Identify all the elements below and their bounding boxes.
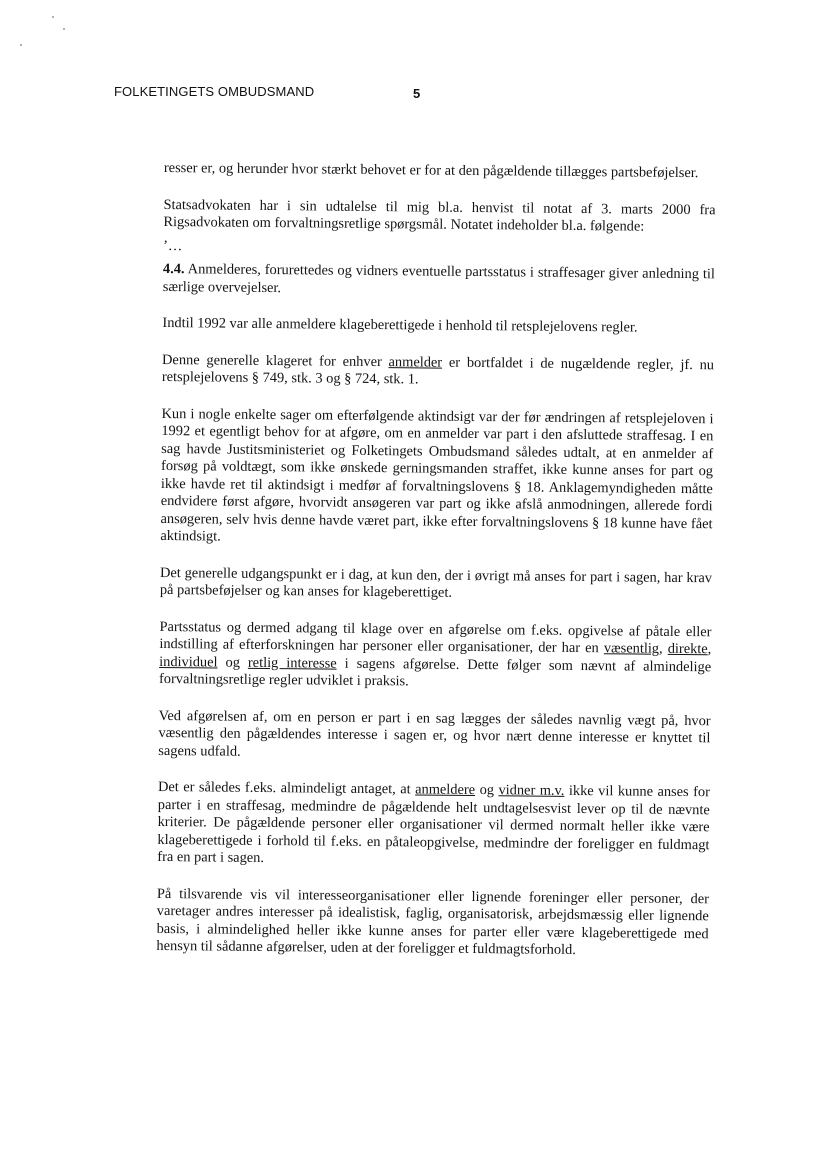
paragraph-text: og bbox=[475, 782, 499, 799]
page-number: 5 bbox=[413, 86, 421, 101]
paragraph-text: er bortfaldet i de nugældende regler, jf. nu retsplejelovens § 749, stk. 3 og § 724, stk. 1. bbox=[161, 354, 715, 388]
paragraph-text: , bbox=[658, 640, 668, 657]
paragraph-text: ikke vil kunne anses for parter i en straffesag, medmindre de pågældende helt undtagelsesvist lever op til de nævnte kriterier. De pågældende personer eller organisationer vil dermed normalt heller ikke være klageberettigede i forhold til f.eks. en påtaleopgivelse, medmindre der foreligger en fuldmagt fra en part i sagen. bbox=[157, 782, 711, 866]
paragraph-text: Det er således f.eks. almindeligt antaget, at bbox=[157, 778, 416, 798]
paragraph: resser er, og herunder hvor stærkt behovet er for at den pågældende tillægges partsbeføjelser. bbox=[163, 160, 699, 182]
paragraph: Det generelle udgangspunkt er i dag, at kun den, der i øvrigt må anses for part i sagen, har krav på partsbeføjelser og kan anses for klageberettiget. bbox=[159, 564, 713, 601]
paragraph bbox=[162, 351, 714, 391]
quote-open: ’… bbox=[163, 237, 183, 254]
paragraph bbox=[163, 261, 715, 301]
paragraph: Kun i nogle enkelte sager om efterfølgende aktindsigt var der før ændringen af retsplejeloven i 1992 et egentligt behov for at afgøre, om en anmelder var part i den afsluttede straffesag. I en sag havde Justitsministeriet og Folketingets Ombudsmand således udtalt, at en anmelder af forsøg på voldtægt, som ikke ønskede gerningsmanden straffet, ikke kunne anses for part og ikke havde ret til aktindsigt i medfør af forvaltningslovens § 18. Anklagemyndigheden måtte endvidere først afgøre, hvorvidt ansøgeren var part og ikke afslå anmodningen, allerede fordi ansøgeren, selv hvis denne havde været part, ikke efter forvaltningslovens § 18 kunne have fået aktindsigt. bbox=[160, 405, 714, 545]
underlined-term: anmeldere bbox=[415, 781, 476, 799]
section-number: 4.4. bbox=[162, 260, 185, 278]
paragraph bbox=[157, 779, 710, 872]
paragraph-text: , bbox=[707, 641, 712, 658]
paragraph-text: Denne generelle klageret for enhver bbox=[162, 351, 389, 370]
paragraph: Ved afgørelsen af, om en person er part i en sag lægges der således navnlig vægt på, hvor væsentlig den pågældendes interesse i sagen er, og hvor nært denne interesse er knyttet til sagens udfald. bbox=[158, 707, 711, 760]
paragraph: Indtil 1992 var alle anmeldere klageberettigede i henhold til retsplejelovens regler. bbox=[162, 314, 638, 336]
body-text bbox=[156, 160, 716, 980]
paragraph-text: Partsstatus og dermed adgang til klage over en afgørelse om f.eks. opgivelse af påtale eller indstilling af efterforskningen har personer eller organisationer, der har en bbox=[159, 618, 712, 657]
underlined-term: individuel bbox=[159, 653, 218, 671]
scan-speck bbox=[52, 16, 54, 18]
paragraph-text: i sagens afgørelse. Dette følger som nævnt af almindelige forvaltningsretlige regler udviklet i praksis. bbox=[158, 655, 712, 690]
underlined-term: anmelder bbox=[388, 353, 443, 371]
underlined-term: væsentlig bbox=[603, 640, 660, 657]
underlined-term: retlig interesse bbox=[247, 654, 337, 672]
running-header: FOLKETINGETS OMBUDSMAND bbox=[114, 84, 315, 99]
paragraph bbox=[159, 618, 712, 693]
paragraph-text: og bbox=[217, 654, 249, 671]
underlined-term: vidner m.v. bbox=[498, 782, 565, 799]
paragraph-text: Anmelderes, forurettedes og vidners eventuelle partsstatus i straffesager giver anledning til særlige overvejelser. bbox=[162, 261, 716, 296]
scan-speck bbox=[63, 28, 65, 30]
paragraph: På tilsvarende vis vil interesseorganisationer eller lignende foreninger eller personer, der varetager andres interesser på idealistisk, faglig, organisatorisk, arbejdsmæssig eller lignende basis, i almindelighed heller ikke kunne anses for parter eller være klageberettigede med hensyn til sådanne afgørelser, uden at der foreligger et fuldmagtsforhold. bbox=[156, 885, 710, 958]
underlined-term: direkte bbox=[667, 640, 708, 658]
scan-speck bbox=[20, 44, 22, 46]
paragraph: Statsadvokaten har i sin udtalelse til mig bl.a. henvist til notat af 3. marts 2000 fra Rigsadvokaten om forvaltningsretlige spørgsmål. Notatet indeholder bl.a. følgende: bbox=[163, 196, 716, 235]
